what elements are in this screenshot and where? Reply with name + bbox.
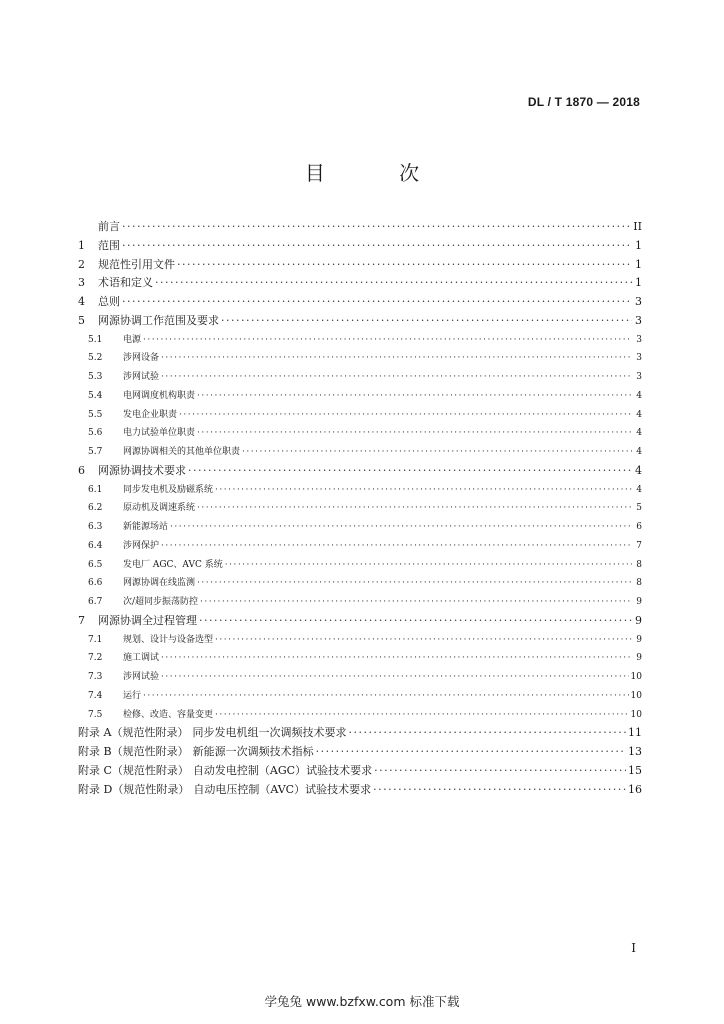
toc-entry-title: 新能源一次调频技术指标 (192, 745, 314, 758)
dot-leader (221, 312, 632, 331)
dot-leader (197, 387, 632, 406)
toc-entry-number: 7.3 (88, 672, 103, 682)
toc-entry-title: 网源协调技术要求 (98, 463, 186, 477)
toc-entry[interactable] (78, 687, 642, 706)
toc-entry[interactable] (78, 462, 642, 481)
dot-leader (225, 556, 632, 575)
toc-entry-page: 3 (635, 313, 642, 327)
toc-entry-page: 8 (636, 578, 642, 589)
toc-entry-page: 3 (636, 334, 642, 345)
toc-entry[interactable] (78, 537, 642, 556)
toc-entry-title: 自动电压控制（AVC）试验技术要求 (193, 782, 372, 796)
toc-entry-title: 原动机及调速系统 (123, 503, 196, 514)
toc-entry-title: 规范性引用文件 (98, 257, 175, 271)
watermark: 学兔兔 www.bzfxw.com 标准下载 (264, 994, 460, 1009)
toc-entry-number: 5.6 (88, 428, 103, 439)
toc-entry-page: 9 (636, 653, 642, 664)
toc-entry[interactable] (78, 293, 642, 312)
toc-entry-number: 6.1 (88, 484, 103, 495)
toc-entry[interactable] (78, 274, 642, 293)
toc-entry-page: 1 (635, 276, 642, 290)
toc-entry-number: 6 (78, 463, 85, 477)
toc-entry-page: 5 (636, 503, 642, 514)
toc-entry[interactable] (78, 406, 642, 425)
dot-leader (170, 518, 632, 537)
toc-entry[interactable] (78, 387, 642, 406)
toc-entry-page: 4 (636, 484, 642, 495)
dot-leader (197, 424, 632, 443)
toc-entry-page: II (633, 220, 642, 233)
toc-entry-number: 5.5 (88, 409, 103, 420)
dot-leader (179, 406, 632, 425)
toc-entry-title: 电源 (123, 334, 142, 345)
toc-entry[interactable] (78, 256, 642, 275)
toc-entry-page: 4 (636, 428, 642, 439)
dot-leader (316, 743, 626, 762)
toc-entry-page: 3 (636, 353, 642, 364)
dot-leader (122, 293, 632, 312)
toc-entry-title: 术语和定义 (98, 276, 153, 290)
dot-leader (197, 499, 632, 518)
toc-entry[interactable] (78, 331, 642, 350)
toc-entry-number: 附录 A（规范性附录） (78, 726, 189, 740)
toc-entry-number: 7.1 (88, 634, 103, 645)
toc-entry-number: 5.2 (88, 353, 103, 364)
toc-entry-number: 6.4 (88, 540, 103, 551)
toc-entry-page: 9 (636, 597, 642, 607)
toc-entry-title: 网源协调相关的其他单位职责 (123, 447, 241, 457)
standard-code: DL / T 1870 — 2018 (527, 95, 640, 109)
dot-leader (177, 256, 632, 275)
toc-entry-number: 7.2 (88, 653, 103, 664)
toc-entry[interactable] (78, 668, 642, 687)
toc-entry-page: 9 (635, 613, 642, 627)
toc-entry-number: 3 (78, 276, 85, 290)
dot-leader (161, 649, 632, 668)
dot-leader (348, 724, 626, 743)
toc-entry[interactable] (78, 706, 642, 725)
toc-entry-title: 规划、设计与设备选型 (123, 634, 214, 645)
dot-leader (215, 481, 632, 500)
toc-entry-title: 电力试验单位职责 (123, 428, 196, 439)
toc-entry-number: 6.5 (88, 559, 103, 570)
dot-leader (161, 668, 629, 687)
toc-entry-page: 4 (636, 447, 642, 457)
toc-entry-title: 范围 (98, 238, 120, 252)
dot-leader (215, 631, 632, 650)
dot-leader (155, 274, 632, 293)
toc-entry[interactable] (78, 743, 642, 762)
toc-entry-page: 10 (630, 709, 642, 720)
toc-entry-page: 3 (636, 372, 642, 382)
dot-leader (200, 593, 632, 612)
toc-title: 目 次 (304, 161, 454, 185)
toc-entry-page: 15 (628, 763, 642, 777)
toc-entry-title: 自动发电控制（AGC）试验技术要求 (192, 763, 373, 777)
dot-leader (161, 349, 632, 368)
toc-entry[interactable] (78, 349, 642, 368)
toc-entry[interactable] (78, 368, 642, 387)
dot-leader (143, 331, 632, 350)
toc-entry-title: 网源协调工作范围及要求 (98, 313, 219, 327)
toc-entry[interactable] (78, 762, 642, 781)
toc-entry-title: 运行 (123, 690, 142, 701)
toc-entry-page: 4 (636, 390, 642, 401)
dot-leader (161, 368, 632, 387)
toc-entry-page: 11 (628, 726, 642, 740)
toc-entry-number: 5.4 (88, 390, 103, 401)
dot-leader (188, 462, 632, 481)
dot-leader (199, 612, 632, 631)
dot-leader (161, 537, 632, 556)
toc-entry-number: 6.7 (88, 597, 103, 607)
toc-entry-title: 新能源场站 (123, 522, 169, 532)
dot-leader (374, 762, 626, 781)
toc-entry-page: 3 (635, 295, 642, 308)
dot-leader (122, 237, 632, 256)
toc-entry-page: 1 (635, 238, 642, 252)
toc-entry-title: 涉网试验 (123, 372, 160, 382)
toc-entry-title: 网源协调全过程管理 (98, 613, 197, 627)
toc-entry[interactable] (78, 593, 642, 612)
toc-entry-title: 同步发电机及励磁系统 (123, 484, 214, 495)
toc-entry-number: 5.1 (88, 334, 103, 345)
toc-entry-number: 1 (78, 238, 85, 252)
toc-entry-title: 检修、改造、容量变更 (123, 709, 214, 720)
toc-entry-number: 6.6 (88, 578, 103, 589)
toc-entry-page: 16 (628, 782, 642, 796)
toc-entry-title: 总则 (98, 295, 120, 308)
dot-leader (373, 781, 626, 800)
toc-entry[interactable] (78, 649, 642, 668)
toc-entry-title: 涉网试验 (123, 672, 160, 682)
dot-leader (122, 218, 631, 237)
toc-entry[interactable] (78, 237, 642, 256)
toc-entry-number: 5 (78, 313, 85, 327)
toc-entry[interactable] (78, 424, 642, 443)
toc-entry-title: 涉网保护 (123, 540, 160, 551)
toc-entry-page: 4 (636, 409, 642, 420)
toc-entry[interactable] (78, 312, 642, 331)
toc-entry[interactable] (78, 574, 642, 593)
toc-entry-page: 1 (635, 257, 642, 271)
toc-entry-page: 6 (636, 522, 642, 532)
toc-entry-page: 9 (636, 634, 642, 645)
toc-entry[interactable] (78, 481, 642, 500)
toc-entry-title: 电网调度机构职责 (123, 390, 196, 401)
toc-entry-page: 4 (635, 463, 642, 477)
dot-leader (143, 687, 629, 706)
toc-entry-number: 7.5 (88, 709, 103, 720)
toc-entry-number: 附录 D（规范性附录） (78, 782, 190, 796)
toc-entry-number: 6.2 (88, 503, 103, 514)
toc-entry-page: 10 (630, 690, 642, 701)
toc-entry-page: 13 (628, 745, 642, 758)
table-of-contents (78, 218, 642, 799)
toc-entry-title: 发电企业职责 (123, 409, 178, 420)
toc-entry-title: 次/超同步振荡防控 (123, 597, 199, 607)
toc-entry-page: 8 (636, 559, 642, 570)
toc-entry[interactable] (78, 724, 642, 743)
toc-entry-number: 5.7 (88, 447, 103, 457)
toc-entry-number: 4 (78, 295, 85, 308)
toc-entry-number: 7.4 (88, 690, 103, 701)
dot-leader (215, 706, 629, 725)
toc-entry-number: 6.3 (88, 522, 103, 532)
toc-entry-title: 同步发电机组一次调频技术要求 (192, 726, 347, 740)
toc-entry[interactable] (78, 612, 642, 631)
toc-entry[interactable] (78, 218, 642, 237)
toc-entry-title: 发电厂 AGC、AVC 系统 (123, 559, 223, 570)
page-number: I (631, 941, 636, 955)
toc-entry-number: 附录 C（规范性附录） (78, 763, 189, 777)
toc-entry[interactable] (78, 443, 642, 462)
toc-entry-title: 涉网设备 (123, 353, 160, 364)
toc-entry-title: 网源协调在线监测 (123, 578, 196, 589)
toc-entry-number: 附录 B（规范性附录） (78, 745, 189, 758)
toc-entry[interactable] (78, 556, 642, 575)
toc-entry-number: 2 (78, 257, 85, 271)
toc-entry-number: 7 (78, 613, 85, 627)
toc-entry[interactable] (78, 499, 642, 518)
toc-entry-page: 10 (630, 672, 642, 682)
toc-entry[interactable] (78, 631, 642, 650)
toc-entry[interactable] (78, 781, 642, 800)
toc-entry[interactable] (78, 518, 642, 537)
toc-entry-title: 前言 (98, 220, 120, 233)
dot-leader (197, 574, 632, 593)
dot-leader (242, 443, 632, 462)
toc-entry-title: 施工调试 (123, 653, 160, 664)
toc-entry-number: 5.3 (88, 372, 103, 382)
toc-entry-page: 7 (636, 540, 642, 551)
